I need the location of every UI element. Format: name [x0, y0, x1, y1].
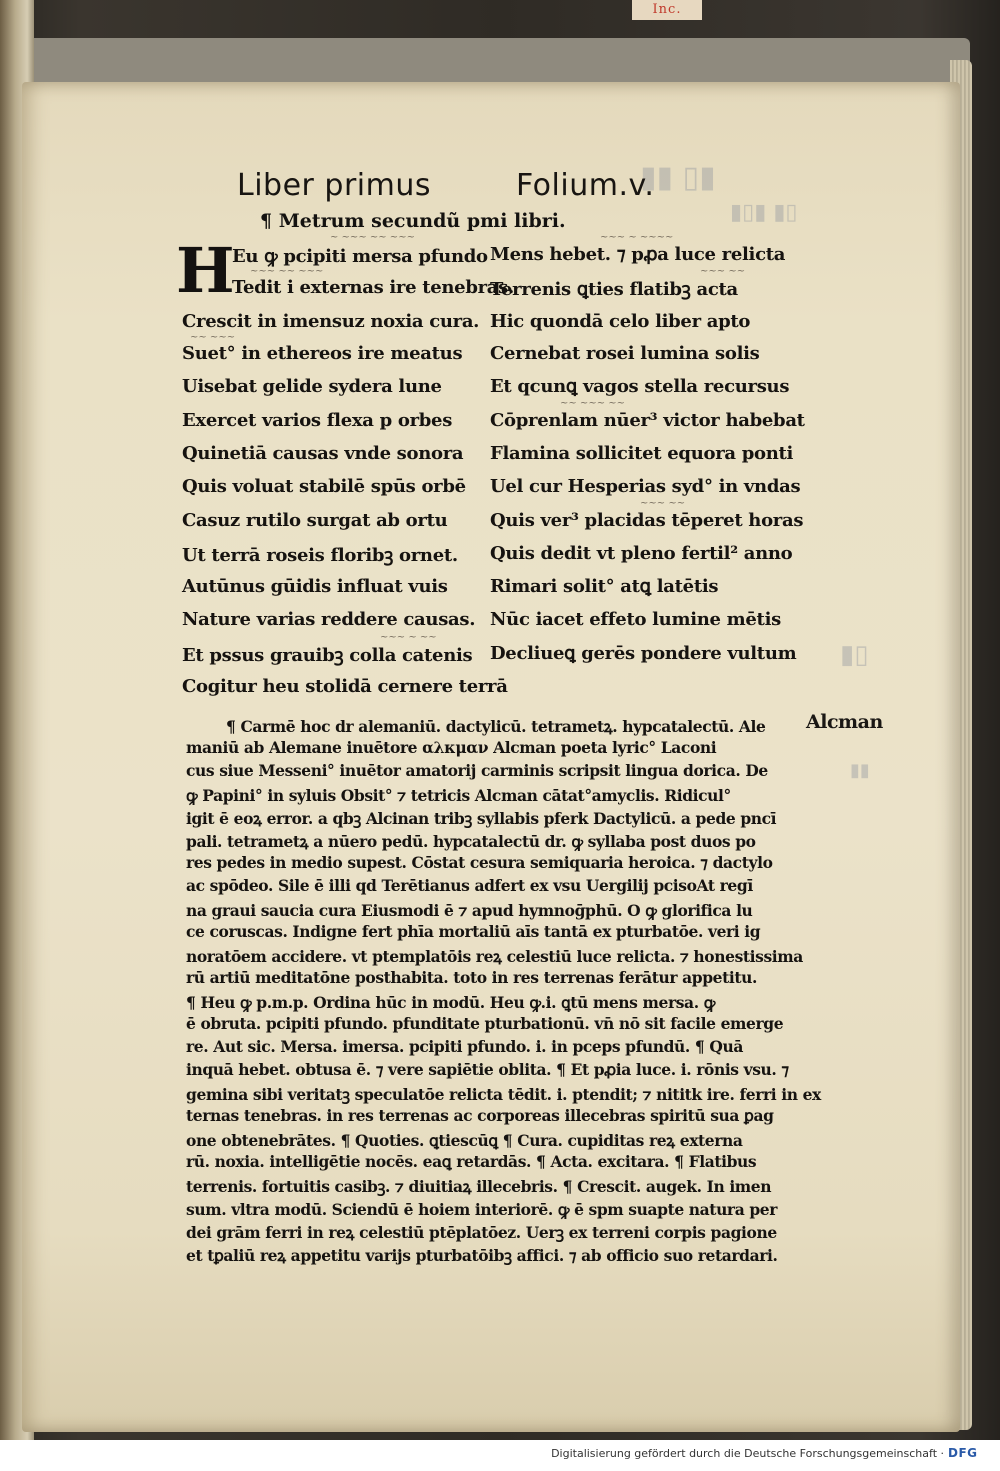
margin-note: Alcman	[806, 711, 883, 733]
commentary-line: ac spōdeo. Sile ē illi qd Terētianus adfert ex vsu Uergilij pcisoAt regī	[186, 876, 753, 895]
verse-line: Cogitur heu stolidā cernere terrā	[182, 676, 508, 697]
verse-line: Terrenis ꝗties flatibꝫ acta	[490, 279, 738, 300]
verse-line: Et pssus grauibꝫ colla catenis	[182, 645, 473, 666]
verse-line: Decliueꝗ gerēs pondere vultum	[490, 643, 797, 664]
handwritten-gloss: ~~ ~~~	[190, 332, 236, 343]
verse-line: Quis ver³ placidas tēperet horas	[490, 510, 804, 531]
handwritten-gloss: ~ ~~~ ~~ ~~~	[330, 232, 415, 243]
handwritten-gloss: ~~~ ~~ ~~~	[250, 266, 324, 277]
bleed-through-mark: ▮▮	[850, 760, 870, 781]
drop-cap: H	[176, 234, 235, 307]
commentary-line: re. Aut sic. Mersa. imersa. pcipiti pfundo. i. in pceps pfundū. ¶ Quā	[186, 1037, 743, 1056]
commentary-line: ē obruta. pcipiti pfundo. pfunditate pturbationū. vn̄ nō sit facile emerge	[186, 1014, 784, 1033]
verse-line: Cōprenlam nūer³ victor habebat	[490, 410, 805, 431]
commentary-line: ¶ Carmē hoc dr alemaniū. dactylicū. tetrametꝝ. hypcatalectū. Ale	[226, 717, 766, 736]
commentary-line: rū artiū meditatōne posthabita. toto in res terrenas ferātur appetitu.	[186, 968, 757, 987]
running-header-right: Folium.v.	[516, 168, 655, 203]
verse-line: Quinetiā causas vnde sonora	[182, 443, 464, 464]
verse-line: Rimari solit° atꝗ latētis	[490, 576, 719, 597]
verse-line: Uel cur Hesperias syd° in vndas	[490, 476, 801, 497]
commentary-line: noratōem accidere. vt ptemplatōis reꝝ celestiū luce relicta. ⁊ honestissima	[186, 947, 803, 966]
commentary-line: na graui saucia cura Eiusmodi ē ⁊ apud hymnoḡphū. O ꝙ glorifica lu	[186, 901, 753, 920]
bleed-through-mark: ▮▯	[840, 640, 869, 670]
commentary-line: one obtenebrātes. ¶ Quoties. ꝗtiescūꝗ ¶ Cura. cupiditas reꝝ externa	[186, 1131, 743, 1150]
verse-line: Autūnus gūidis influat vuis	[182, 576, 448, 597]
commentary-line: pali. tetrametꝝ a nūero pedū. hypcatalectū dr. ꝙ syllaba post duos po	[186, 832, 756, 851]
commentary-line: maniū ab Alemane inuētore αλκμαν Alcman poeta lyric° Laconi	[186, 738, 717, 757]
verse-line: Exercet varios flexa p orbes	[182, 410, 453, 431]
commentary-line: rū. noxia. intelligētie nocēs. eaꝗ retardās. ¶ Acta. excitara. ¶ Flatibus	[186, 1152, 757, 1171]
handwritten-gloss: ~~~ ~~	[700, 266, 746, 277]
commentary-line: ce coruscas. Indigne fert phīa mortaliū aīs tantā ex pturbatōe. veri ig	[186, 922, 761, 941]
verse-line: Eu ꝙ pcipiti mersa pfundo	[232, 246, 488, 267]
verse-line: Uisebat gelide sydera lune	[182, 376, 442, 397]
verse-line: Quis dedit vt pleno fertil² anno	[490, 543, 793, 564]
verse-line: Nature varias reddere causas.	[182, 609, 476, 630]
commentary-line: inquā hebet. obtusa ē. ⁊ vere sapiētie oblita. ¶ Et pꝓia luce. i. rōnis vsu. ⁊	[186, 1060, 789, 1079]
bleed-through-mark: ▮▮ ▯▮	[640, 160, 716, 195]
verse-line: Flamina sollicitet equora ponti	[490, 443, 794, 464]
running-header-left: Liber primus	[237, 168, 431, 203]
verse-line: Hic quondā celo liber apto	[490, 311, 751, 332]
commentary-line: igit ē eoꝝ error. a qbꝫ Alcinan tribꝫ syllabis pferk Dactylicū. a pede pncī	[186, 809, 777, 828]
verse-line: Et qcunꝗ vagos stella recursus	[490, 376, 790, 397]
commentary-line: gemina sibi veritatꝫ speculatōe relicta tēdit. i. ptendit; ⁊ nititk ire. ferri in ex	[186, 1085, 821, 1104]
handwritten-gloss: ~~ ~~~ ~~	[560, 398, 626, 409]
handwritten-gloss: ~~~ ~ ~~	[380, 632, 437, 643]
commentary-line: ternas tenebras. in res terrenas ac corporeas illecebras spiritū sua ꝑag	[186, 1106, 774, 1125]
commentary-line: ꝙ Papini° in syluis Obsit° ⁊ tetricis Alcman cātat°amyclis. Ridicul°	[186, 786, 731, 805]
verse-line: Mens hebet. ⁊ pꝓa luce relicta	[490, 244, 786, 265]
verse-line: Cernebat rosei lumina solis	[490, 343, 760, 364]
verse-line: Tedit i externas ire tenebras.	[232, 277, 514, 298]
meter-title: ¶ Metrum secundũ pmi libri.	[260, 210, 566, 232]
library-stamp: Inc.	[632, 0, 702, 20]
bleed-through-mark: ▮▯▮ ▮▯	[730, 200, 798, 225]
verse-line: Suet° in ethereos ire meatus	[182, 343, 463, 364]
commentary-line: res pedes in medio supest. Cōstat cesura semiquaria heroica. ⁊ dactylo	[186, 853, 773, 872]
commentary-line: ¶ Heu ꝙ p.m.p. Ordina hūc in modū. Heu ꝙ.i. ꝗtū mens mersa. ꝙ	[186, 993, 715, 1012]
verse-line: Casuz rutilo surgat ab ortu	[182, 510, 448, 531]
commentary-line: sum. vltra modū. Sciendū ē hoiem interiorē. ꝙ ē spm suapte natura per	[186, 1200, 778, 1219]
dfg-logo: DFG	[948, 1446, 978, 1460]
commentary-line: terrenis. fortuitis casibꝫ. ⁊ diuitiaꝝ illecebris. ¶ Crescit. augek. In imen	[186, 1177, 772, 1196]
funding-credit: Digitalisierung gefördert durch die Deutsche Forschungsgemeinschaft ·	[551, 1447, 944, 1460]
verse-line: Crescit in imensuz noxia cura.	[182, 311, 480, 332]
commentary-line: dei grām ferri in reꝝ celestiū ptēplatōez. Uerꝫ ex terreni corpis pagione	[186, 1223, 777, 1242]
verse-line: Nūc iacet effeto lumine mētis	[490, 609, 781, 630]
commentary-line: et tꝑaliū reꝝ appetitu varijs pturbatōibꝫ affici. ⁊ ab officio suo retardari.	[186, 1246, 778, 1265]
verse-line: Ut terrā roseis floribꝫ ornet.	[182, 545, 458, 566]
handwritten-gloss: ~~~ ~~	[640, 498, 686, 509]
verse-line: Quis voluat stabilē spūs orbē	[182, 476, 466, 497]
commentary-line: cus siue Messeni° inuētor amatorij carminis scripsit lingua dorica. De	[186, 761, 768, 780]
handwritten-gloss: ~~~ ~ ~~~~	[600, 232, 674, 243]
